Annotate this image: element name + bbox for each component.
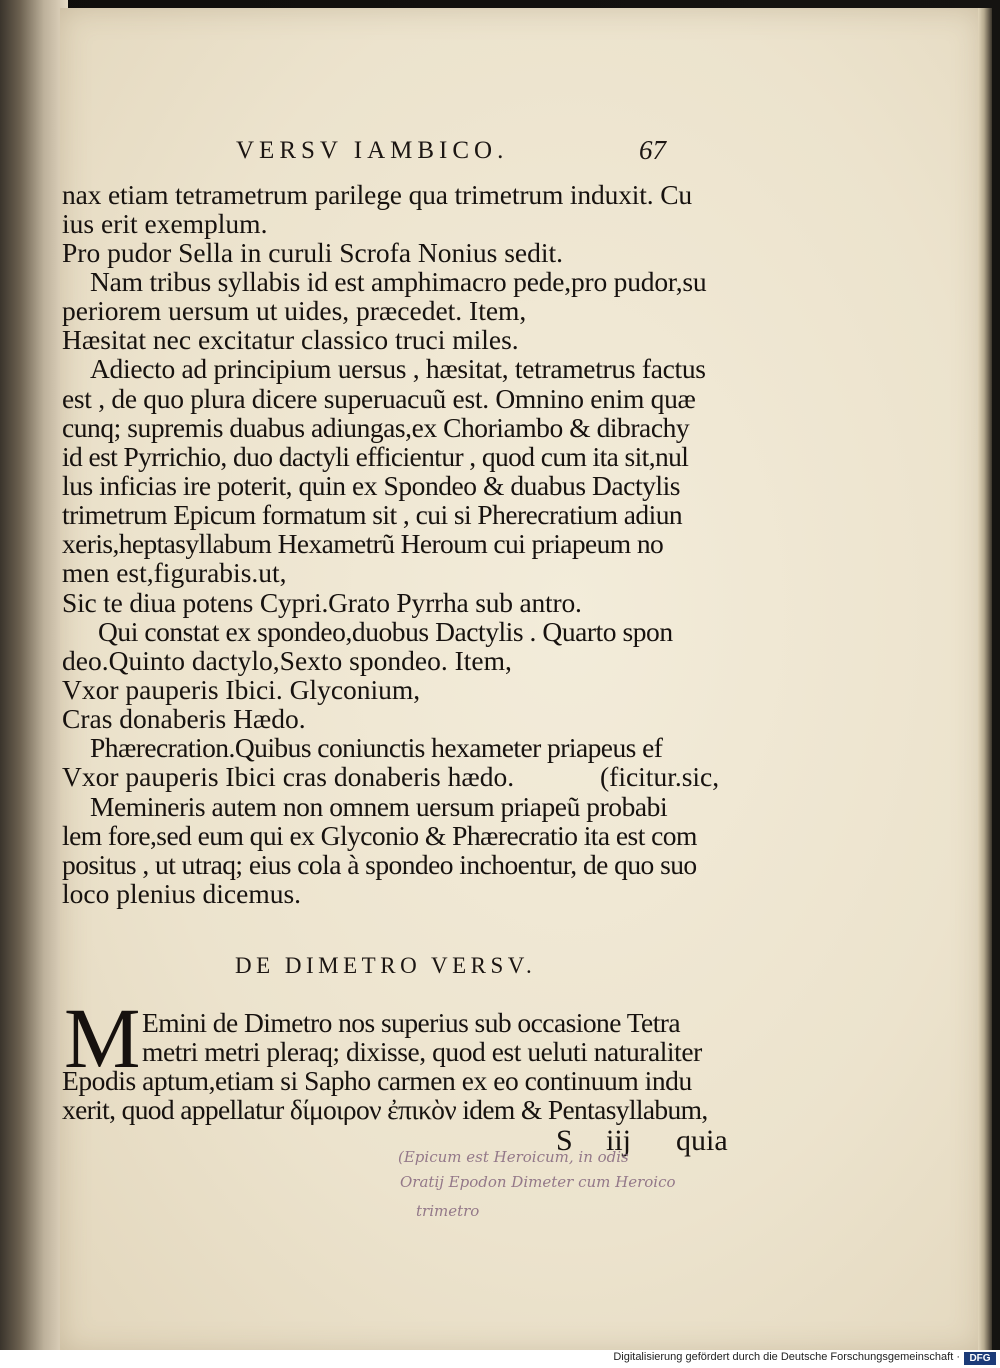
marginal-note-line: trimetro	[416, 1202, 480, 1220]
text-line: deo.Quinto dactylo,Sexto spondeo. Item,	[62, 645, 512, 676]
marginal-note-line: (Epicum est Heroicum, in odis	[398, 1148, 629, 1166]
running-head	[236, 137, 666, 165]
text-line: lem fore,sed eum qui ex Glyconio & Phærecratio ita est com	[62, 820, 697, 851]
text-line: xerit, quod appellatur δίμοιρον ἐπικὸν idem & Pentasyllabum,	[62, 1094, 708, 1125]
text-line: Hæsitat nec excitatur classico truci miles.	[62, 324, 519, 355]
text-line: ius erit exemplum.	[62, 208, 268, 239]
footer-bar	[0, 1350, 1000, 1368]
text-line: Adiecto ad principium uersus , hæsitat, tetrametrus factus	[90, 353, 706, 384]
text-line: Phærecration.Quibus coniunctis hexameter priapeus ef	[90, 732, 663, 763]
text-line: Nam tribus syllabis id est amphimacro pede,pro pudor,su	[90, 266, 707, 297]
catchword: quia	[676, 1124, 728, 1157]
text-line: men est,figurabis.ut,	[62, 557, 287, 588]
dfg-logo: DFG	[964, 1352, 996, 1365]
text-line: Memineris autem non omnem uersum priapeũ probabi	[90, 791, 668, 822]
book-spine	[0, 0, 68, 1368]
marginal-note-line: Oratij Epodon Dimeter cum Heroico	[400, 1173, 676, 1191]
text-line: Epodis aptum,etiam si Sapho carmen ex eo continuum indu	[62, 1065, 692, 1096]
text-line: xeris,heptasyllabum Hexametrũ Heroum cui priapeum no	[62, 528, 664, 559]
text-line: metri metri pleraq; dixisse, quod est ueluti naturaliter	[142, 1036, 702, 1067]
section-heading: DE DIMETRO VERSV.	[235, 953, 537, 978]
text-line: trimetrum Epicum formatum sit , cui si Pherecratium adiun	[62, 499, 683, 530]
text-line: Qui constat ex spondeo,duobus Dactylis . Quarto spon	[98, 616, 673, 647]
text-line: Emini de Dimetro nos superius sub occasione Tetra	[142, 1007, 681, 1038]
page-edge	[978, 8, 992, 1353]
signature-numeral: iij	[606, 1124, 632, 1157]
text-line: Cras donaberis Hædo.	[62, 703, 306, 734]
text-line: Vxor pauperis Ibici. Glyconium,	[62, 674, 421, 705]
text-line: est , de quo plura dicere superuacuũ est. Omnino enim quæ	[62, 383, 696, 414]
text-line: nax etiam tetrametrum parilege qua trimetrum induxit. Cu	[62, 179, 693, 210]
drop-initial: M	[64, 990, 141, 1086]
text-line: periorem uersum ut uides, præcedet. Item,	[62, 295, 527, 326]
text-line: Sic te diua potens Cypri.Grato Pyrrha sub antro.	[62, 587, 582, 618]
text-line: Pro pudor Sella in curuli Scrofa Nonius sedit.	[62, 237, 564, 268]
running-head-title: VERSV IAMBICO.	[236, 137, 509, 164]
text-line: positus , ut utraq; eius cola à spondeo inchoentur, de quo suo	[62, 849, 697, 880]
footer-credit: Digitalisierung gefördert durch die Deutsche Forschungsgemeinschaft ·	[613, 1351, 960, 1363]
signature-mark: S	[556, 1124, 573, 1157]
text-line: cunq; supremis duabus adiungas,ex Choriambo & dibrachy	[62, 412, 690, 443]
text-line: id est Pyrrichio, duo dactyli efficientur , quod cum ita sit,nul	[62, 441, 689, 472]
text-line-fragment: (ficitur.sic,	[600, 761, 720, 792]
text-line: Vxor pauperis Ibici cras donaberis hædo.	[62, 761, 515, 792]
page-number: 67	[639, 135, 666, 165]
text-line: loco plenius dicemus.	[62, 878, 302, 909]
text-line: lus inficias ire poterit, quin ex Spondeo & duabus Dactylis	[62, 470, 681, 501]
